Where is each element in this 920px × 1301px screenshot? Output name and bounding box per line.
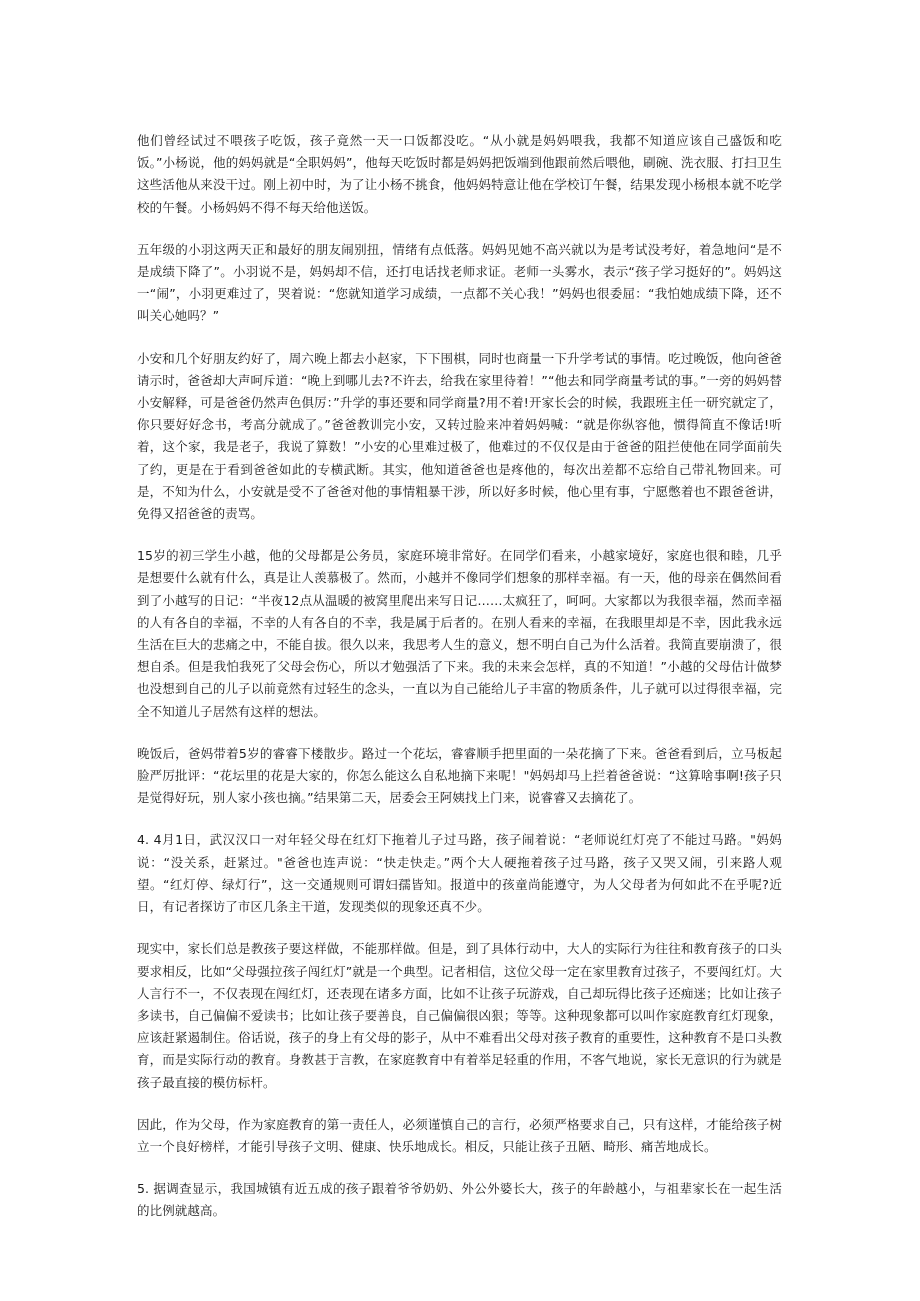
paragraph-xiaoyue: 15岁的初三学生小越，他的父母都是公务员，家庭环境非常好。在同学们看来，小越家境好，家庭也很和睦，几乎是想要什么就有什么，真是让人羡慕极了。然而，小越并不像同学们想象的那样幸福。有一天，他的母亲在偶然间看到了小越写的日记：“半夜12点从温暖的被窝里爬出来写日记……太疯狂了，呵呵。大家都以为我很幸福，然而幸福的人有各自的幸福，不幸的人有各自的不幸，我是属于后者的。在别人看来的幸福，在我眼里却是不幸，因此我永远生活在巨大的悲痛之中，不能自拔。很久以来，我思考人生的意义，想不明白自己为什么活着。我简直要崩溃了，很想自杀。但是我怕我死了父母会伤心，所以才勉强活了下来。我的未来会怎样，真的不知道！”小越的父母估计做梦也没想到自己的儿子以前竟然有过轻生的念头，一直以为自己能给儿子丰富的物质条件，儿子就可以过得很幸福，完全不知道儿子居然有这样的想法。: [137, 548, 782, 719]
paragraph-xiaoyu: 五年级的小羽这两天正和最好的朋友闹别扭，情绪有点低落。妈妈见她不高兴就以为是考试没考好，着急地问“是不是成绩下降了”。小羽说不是，妈妈却不信，还打电话找老师求证。老师一头雾水，表示“孩子学习挺好的”。妈妈这一“闹”，小羽更难过了，哭着说：“您就知道学习成绩，一点都不关心我！”妈妈也很委屈：“我怕她成绩下降，还不叫关心她吗？”: [137, 241, 782, 324]
paragraph-red-light: 4. 4月1日，武汉汉口一对年轻父母在红灯下拖着儿子过马路，孩子闹着说：“老师说红灯亮了不能过马路。"妈妈说：“没关系，赶紧过。"爸爸也连声说：“快走快走。”两个大人硬拖着孩子过马路，孩子又哭又闹，引来路人观望。“红灯停、绿灯行”，这一交通规则可谓妇孺皆知。报道中的孩童尚能遵守，为人父母者为何如此不在乎呢?近日，有记者探访了市区几条主干道，发现类似的现象还真不少。: [137, 832, 782, 915]
paragraph-ruirui: 晚饭后，爸妈带着5岁的睿睿下楼散步。路过一个花坛，睿睿顺手把里面的一朵花摘了下来。爸爸看到后，立马板起脸严厉批评：“花坛里的花是大家的，你怎么能这么自私地摘下来呢！"妈妈却马上拦着爸爸说：“这算啥事啊!孩子只是觉得好玩，别人家小孩也摘。”结果第二天，居委会王阿姨找上门来，说睿睿又去摘花了。: [137, 745, 782, 806]
paragraph-survey: 5. 据调查显示，我国城镇有近五成的孩子跟着爷爷奶奶、外公外婆长大，孩子的年龄越小，与祖辈家长在一起生活的比例就越高。: [137, 1181, 782, 1219]
paragraph-conclusion: 因此，作为父母，作为家庭教育的第一责任人，必须谨慎自己的言行，必须严格要求自己，只有这样，才能给孩子树立一个良好榜样，才能引导孩子文明、健康、快乐地成长。相反，只能让孩子丑陋、畸形、痛苦地成长。: [137, 1116, 782, 1154]
paragraph-xiaoyang: 他们曾经试过不喂孩子吃饭，孩子竟然一天一口饭都没吃。“从小就是妈妈喂我，我都不知道应该自己盛饭和吃饭。”小杨说，他的妈妈就是“全职妈妈”，他每天吃饭时都是妈妈把饭端到他跟前然后喂他，刷碗、洗衣服、打扫卫生这些活他从来没干过。刚上初中时，为了让小杨不挑食，他妈妈特意让他在学校订午餐，结果发现小杨根本就不吃学校的午餐。小杨妈妈不得不每天给他送饭。: [137, 133, 782, 215]
document-body: [137, 130, 782, 1243]
paragraph-xiaoan: 小安和几个好朋友约好了，周六晚上都去小赵家，下下围棋，同时也商量一下升学考试的事情。吃过晚饭，他向爸爸请示时，爸爸却大声呵斥道：“晚上到哪儿去?不许去，给我在家里待着！”“他去和同学商量考试的事。”一旁的妈妈替小安解释，可是爸爸仍然声色俱厉：”升学的事还要和同学商量?用不着!开家长会的时候，我跟班主任一研究就定了，你只要好好念书，考高分就成了。”爸爸教训完小安，又转过脸来冲着妈妈喊：“就是你纵容他，惯得简直不像话!听着，这个家，我是老子，我说了算数！”小安的心里难过极了，他难过的不仅仅是由于爸爸的阻拦使他在同学面前失了约，更是在于看到爸爸如此的专横武断。其实，他知道爸爸也是疼他的，每次出差都不忘给自己带礼物回来。可是，不知为什么，小安就是受不了爸爸对他的事情粗暴干涉，所以好多时候，他心里有事，宁愿憋着也不跟爸爸讲，免得又招爸爸的责骂。: [137, 350, 782, 522]
paragraph-reality: 现实中，家长们总是教孩子要这样做，不能那样做。但是，到了具体行动中，大人的实际行为往往和教育孩子的口头要求相反，比如“父母强拉孩子闯红灯”就是一个典型。记者相信，这位父母一定在家里教育过孩子，不要闯红灯。大人言行不一，不仅表现在闯红灯，还表现在诸多方面，比如不让孩子玩游戏，自己却玩得比孩子还痴迷；比如让孩子多读书，自己偏偏不爱读书；比如让孩子要善良，自己偏偏很凶狠；等等。这种现象都可以叫作家庭教育红灯现象，应该赶紧遏制住。俗话说，孩子的身上有父母的影子，从中不难看出父母对孩子教育的重要性，这种教育不是口头教育，而是实际行动的教育。身教甚于言教，在家庭教育中有着举足轻重的作用，不客气地说，家长无意识的行为就是孩子最直接的模仿标杆。: [137, 941, 782, 1090]
